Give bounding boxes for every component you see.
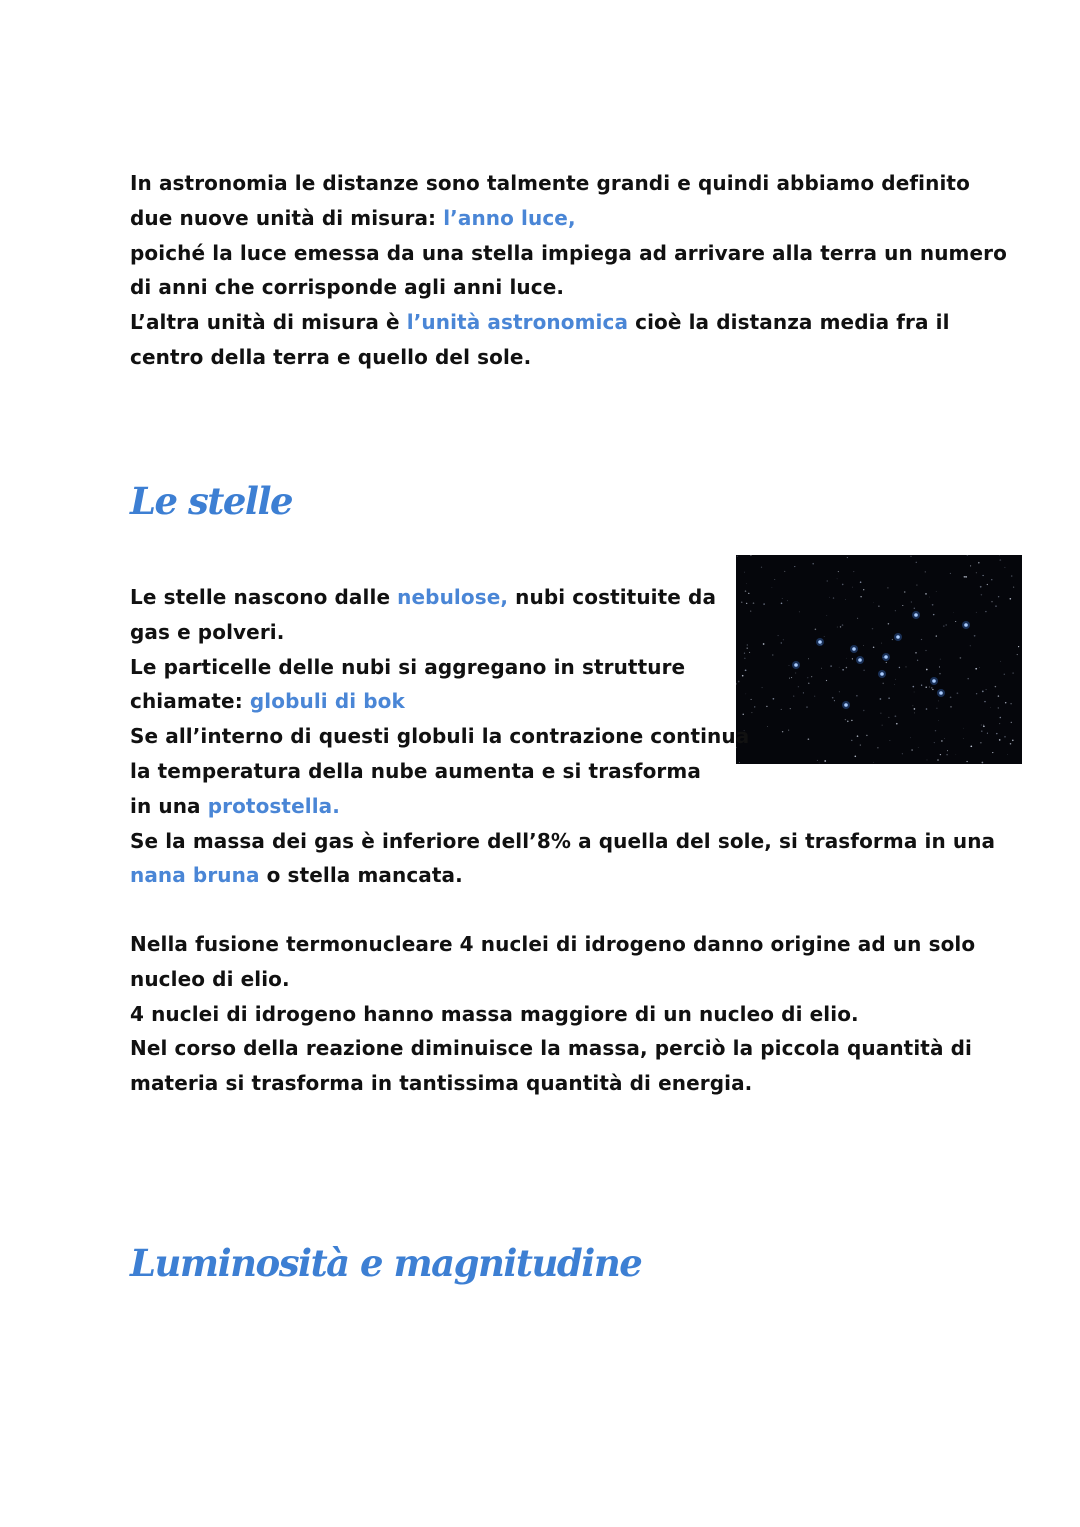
text-line: Nel corso della reazione diminuisce la massa, perciò la piccola quantità di xyxy=(130,1036,972,1061)
text-line: L’altra unità di misura è l’unità astronomica cioè la distanza media fra il xyxy=(130,310,950,335)
section-heading-stelle: Le stelle xyxy=(130,479,293,523)
text-line: nana bruna o stella mancata. xyxy=(130,863,463,888)
highlight-term: globuli di bok xyxy=(249,689,405,714)
text-line: poiché la luce emessa da una stella impiega ad arrivare alla terra un numero xyxy=(130,240,1007,265)
text-line: Se all’interno di questi globuli la contrazione continua xyxy=(130,724,750,749)
text-line: materia si trasforma in tantissima quantità di energia. xyxy=(130,1071,753,1096)
highlight-term: l’anno luce, xyxy=(443,205,576,230)
text-line: gas e polveri. xyxy=(130,619,285,644)
text-line: Nella fusione termonucleare 4 nuclei di idrogeno danno origine ad un solo xyxy=(130,932,976,956)
highlight-term: protostella. xyxy=(207,793,340,818)
text-line: centro della terra e quello del sole. xyxy=(130,344,532,369)
highlight-term: nebulose, xyxy=(397,585,509,609)
text-line: 4 nuclei di idrogeno hanno massa maggiore di un nucleo di elio. xyxy=(130,1001,859,1026)
text-line: di anni che corrisponde agli anni luce. xyxy=(130,275,565,300)
text-line: due nuove unità di misura: l’anno luce, xyxy=(130,205,576,230)
text-line: chiamate: globuli di bok xyxy=(130,689,405,714)
fusion-paragraph xyxy=(130,927,975,1101)
text-line: in una protostella. xyxy=(130,793,340,818)
text-line: Le stelle nascono dalle nebulose, nubi costituite da xyxy=(130,585,717,609)
highlight-term: l’unità astronomica xyxy=(406,310,629,335)
highlight-term: nana bruna xyxy=(130,863,260,888)
stelle-paragraph xyxy=(130,580,995,893)
text-line: Se la massa dei gas è inferiore dell’8% a quella del sole, si trasforma in una xyxy=(130,828,996,853)
intro-paragraph xyxy=(130,166,1007,375)
text-line: la temperatura della nube aumenta e si trasforma xyxy=(130,758,701,783)
text-line: nucleo di elio. xyxy=(130,966,290,991)
text-line: In astronomia le distanze sono talmente grandi e quindi abbiamo definito xyxy=(130,171,970,195)
section-heading-luminosita: Luminosità e magnitudine xyxy=(130,1241,642,1285)
text-line: Le particelle delle nubi si aggregano in strutture xyxy=(130,654,686,679)
